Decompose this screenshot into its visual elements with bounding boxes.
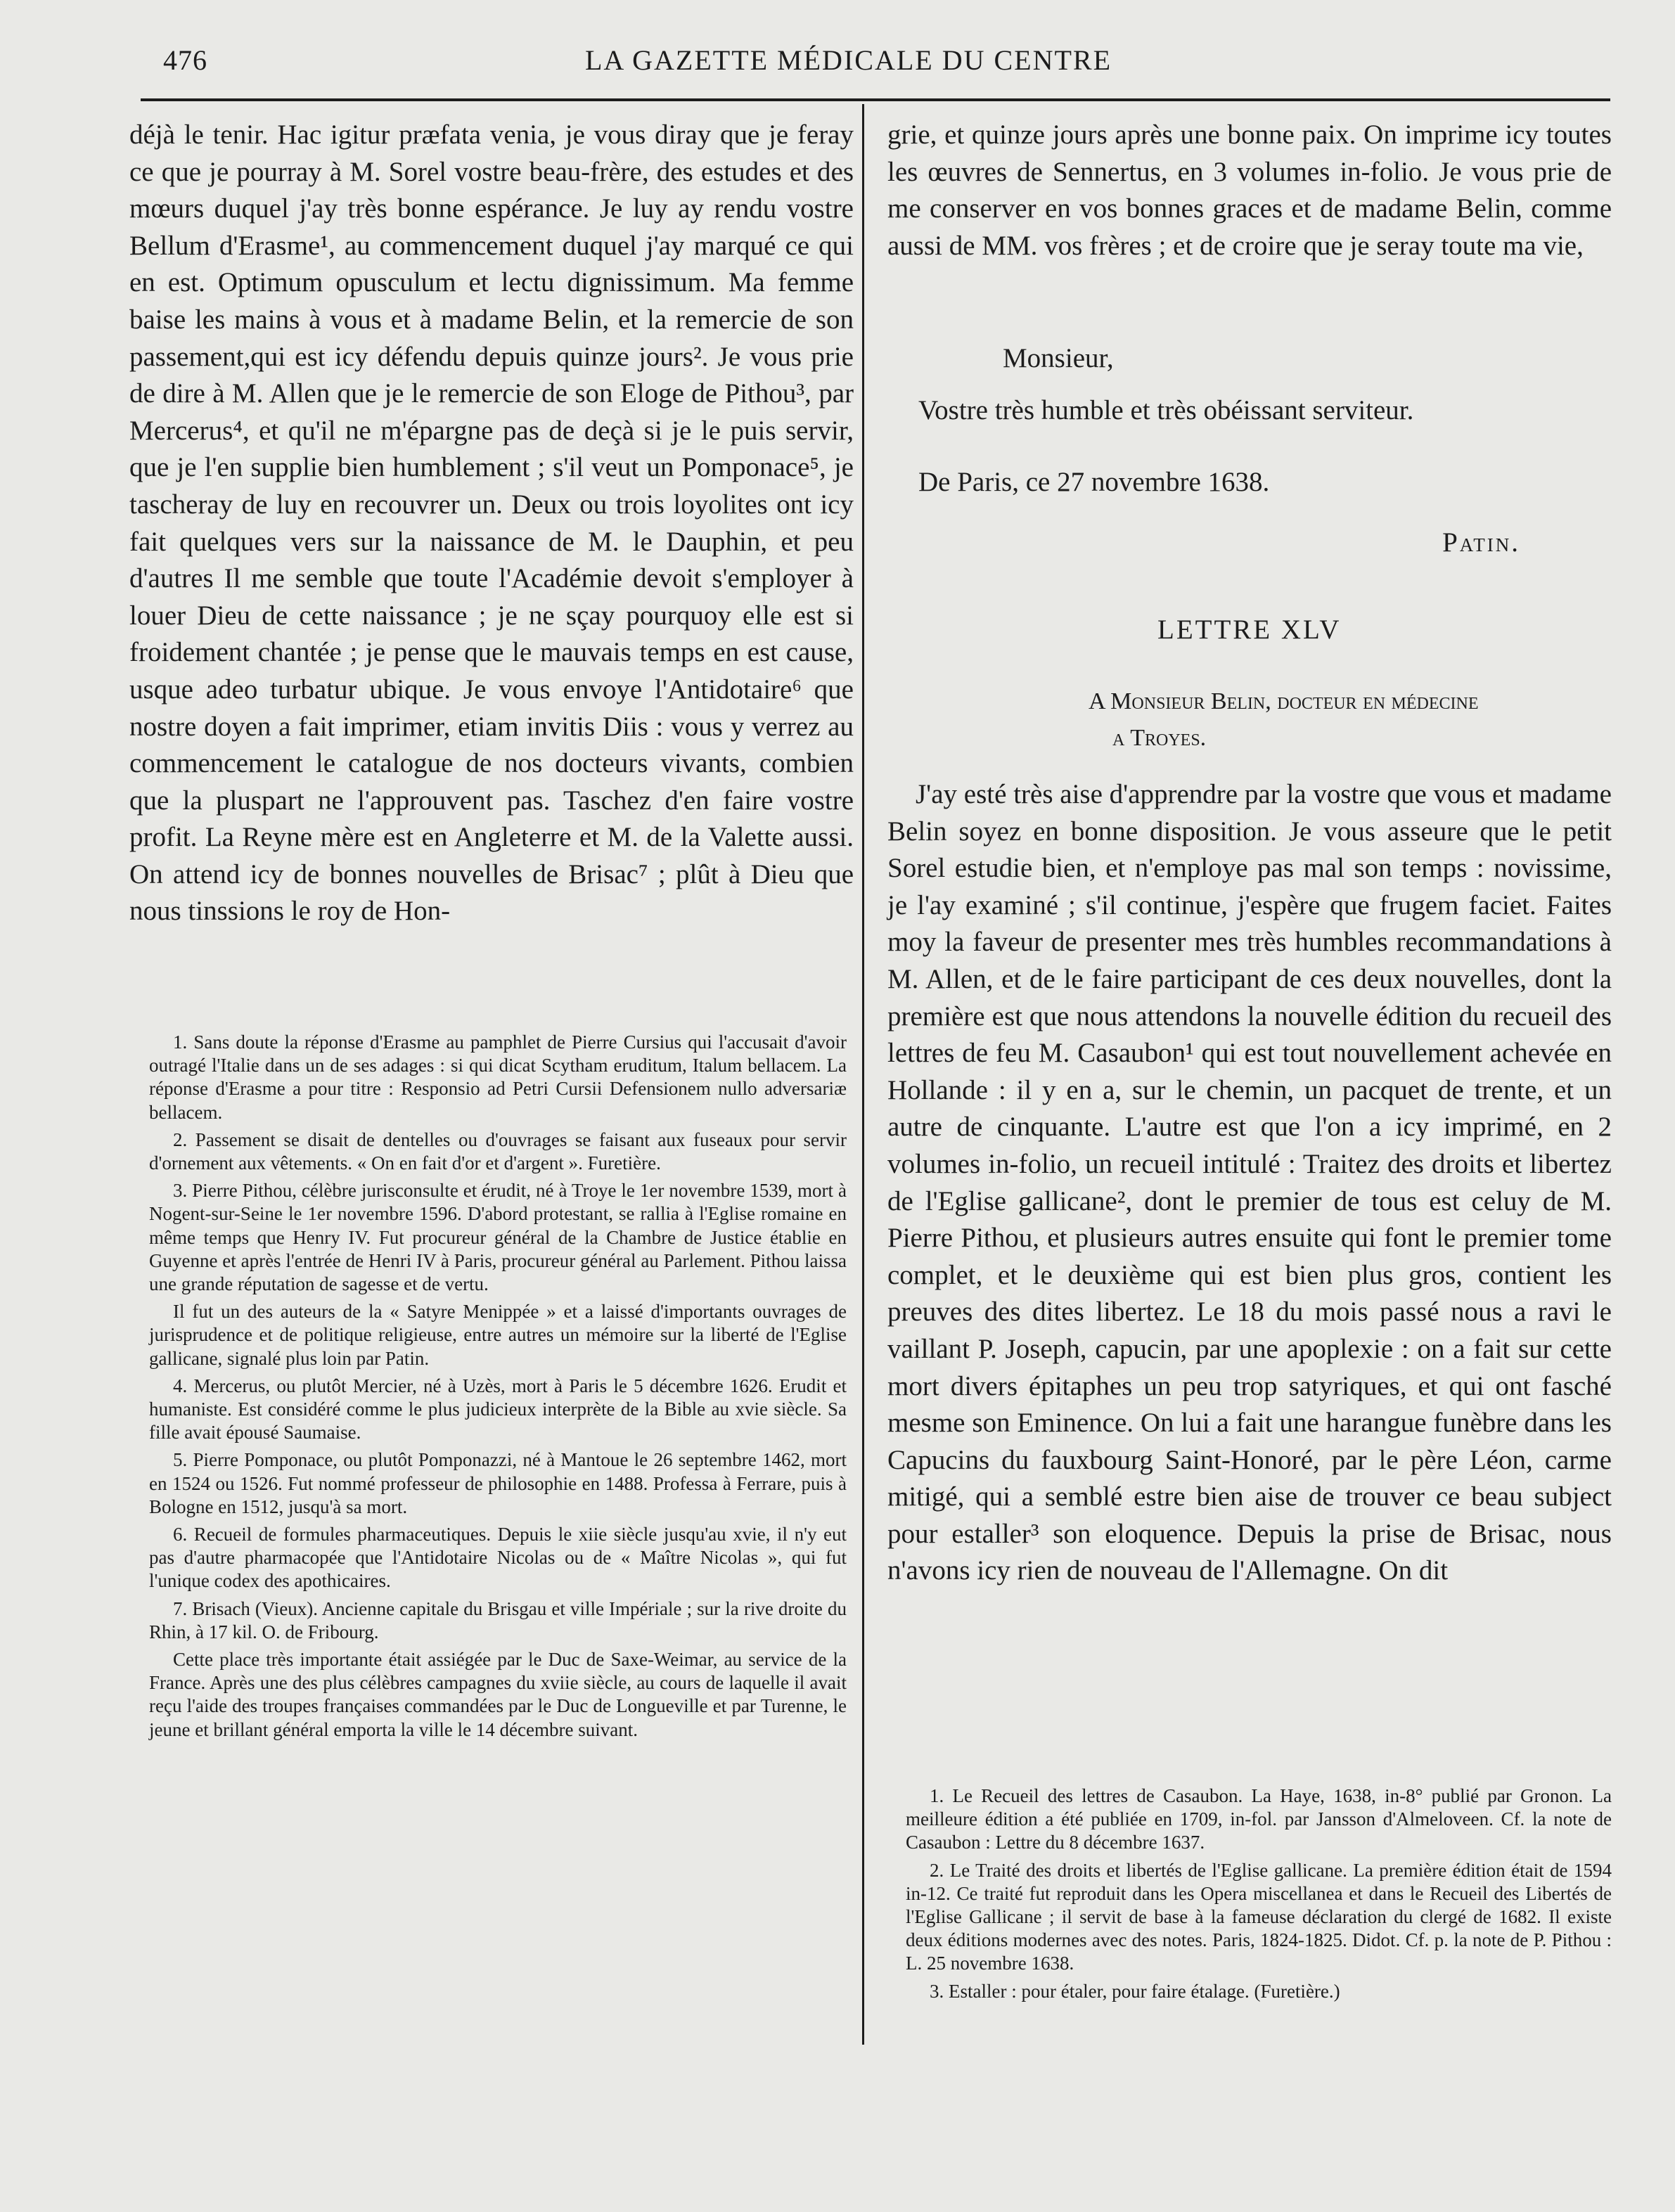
footnote: 5. Pierre Pomponace, ou plutôt Pomponazzi, né à Mantoue le 26 septembre 1462, mort en 1524 ou 1526. Fut nommé professeur de philosophie en 1488. Professa à Ferrare, puis à Bologne en 1512, jusqu'à sa mort. [149, 1449, 847, 1517]
footnote: 2. Passement se disait de dentelles ou d'ouvrages se faisant aux fuseaux pour servir d'ornement aux vêtements. « On en fait d'or et d'argent ». Furetière. [149, 1128, 847, 1174]
header-rule [141, 98, 1610, 101]
letter-title: LETTRE XLV [1157, 615, 1342, 645]
addressee-line2: a Troyes. [1112, 725, 1207, 751]
right-footnotes [906, 1785, 1612, 2007]
addressee-line1: A Monsieur Belin, docteur en médecine [1089, 688, 1479, 714]
right-column [887, 117, 1612, 2002]
footnote: Il fut un des auteurs de la « Satyre Menippée » et a laissé d'importants ouvrages de jurisprudence et de politique religieuse, entre autres un mémoire sur la liberté de l'Eglise gallicane, signalé plus loin par Patin. [149, 1301, 847, 1369]
footnote: 3. Pierre Pithou, célèbre jurisconsulte et érudit, né à Troye le 1er novembre 1539, mort à Nogent-sur-Seine le 1er novembre 1596. D'abord protestant, se rallia à l'Eglise romaine en même temps que Henry IV. Fut procureur général de la Chambre de Justice établie en Guyenne et après l'entrée de Henri IV à Paris, procureur général au Parlement. Pithou laissa une grande réputation de sagesse et de vertu. [149, 1180, 847, 1295]
left-footnotes [149, 1031, 847, 1746]
dateline: De Paris, ce 27 novembre 1638. [918, 467, 1270, 497]
footnote: 6. Recueil de formules pharmaceutiques. Depuis le xiie siècle jusqu'au xvie, il n'y eut pas d'autre pharmacopée que l'Antidotaire Nicolas ou de « Maître Nicolas », qui fut l'unique codex des apothicaires. [149, 1524, 847, 1592]
salutation: Monsieur, [1003, 343, 1114, 373]
running-header [163, 44, 1605, 86]
journal-title: LA GAZETTE MÉDICALE DU CENTRE [585, 44, 1112, 76]
footnote: 1. Sans doute la réponse d'Erasme au pamphlet de Pierre Cursius qui l'accusait d'avoir outragé l'Italie dans un de ses adages : si qui dicat Scytham eruditum, Italum bellacem. La réponse d'Erasme a pour titre : Responsio ad Petri Cursii Defensionem nullo adversariæ bellacem. [149, 1031, 847, 1123]
footnote: 1. Le Recueil des lettres de Casaubon. La Haye, 1638, in-8° publié par Gronon. La meilleure édition a été publiée en 1709, in-fol. par Jansson d'Almeloveen. Cf. la note de Casaubon : Lettre du 8 décembre 1637. [906, 1785, 1612, 1853]
letter-xlv-body: J'ay esté très aise d'apprendre par la vostre que vous et madame Belin soyez en bonne disposition. Je vous asseure que le petit Sorel estudie bien, et n'employe pas mal son temps : novissime, je l'ay examiné ; s'il continue, j'espère que frugem faciet. Faites moy la faveur de presenter mes très humbles recommandations à M. Allen, et de le faire participant de ces deux nouvelles, dont la première est que nous attendons la nouvelle édition du recueil des lettres de feu M. Casaubon¹ qui est tout nouvellement achevée en Hollande : il y en a, sur le chemin, un pacquet de trente, et un autre de cinquante. L'autre est que l'on a icy imprimé, en 2 volumes in-folio, un recueil intitulé : Traitez des droits et libertez de l'Eglise gallicane², dont le premier de tous est celuy de M. Pierre Pithou, et plusieurs autres ensuite qui font le premier tome complet, et le deuxième qui est bien plus gros, contient les preuves des dites libertez. Le 18 du mois passé nous a ravi le vaillant P. Joseph, capucin, par une apoplexie : on a fait sur cette mort divers épitaphes un peu trop satyriques, et qui ont fasché mesme son Eminence. On lui a fait une harangue funèbre dans les Capucins du fauxbourg Saint-Honoré, par le père Léon, carme mitigé, qui a semblé estre bien aise de trouver ce beau subject pour estaller³ son eloquence. Depuis la prise de Brisac, nous n'avons icy rien de nouveau de l'Allemagne. On dit [887, 779, 1612, 1586]
letter-body-continued: déjà le tenir. Hac igitur præfata venia, je vous diray que je feray ce que je pourray à M. Sorel vostre beau-frère, des estudes et des mœurs duquel j'ay très bonne espérance. Je luy ay rendu vostre Bellum d'Erasme¹, au commencement duquel j'ay marqué ce qui en est. Optimum opusculum et lectu dignissimum. Ma femme baise les mains à vous et à madame Belin, et la remercie de son passement,qui est icy défendu depuis quinze jours². Je vous prie de dire à M. Allen que je le remercie de son Eloge de Pithou³, par Mercerus⁴, et qu'il ne m'épargne pas de deçà si je le puis servir, que je l'en supplie bien humblement ; s'il veut un Pomponace⁵, je tascheray de luy en recouvrer un. Deux ou trois loyolites ont icy fait quelques vers sur la naissance de M. le Dauphin, et peu d'autres Il me semble que toute l'Académie devoit s'employer à louer Dieu de cette naissance ; je ne sçay pourquoy elle est si froidement chantée ; je pense que le mauvais temps en est cause, usque adeo turbatur ubique. Je vous envoye l'Antidotaire⁶ que nostre doyen a fait imprimer, etiam invitis Diis : vous y verrez au commencement le catalogue de nos docteurs vivants, combien que la pluspart ne l'approuvent pas. Taschez d'en faire vostre profit. La Reyne mère est en Angleterre et M. de la Valette aussi. On attend icy de bonnes nouvelles de Brisac⁷ ; plût à Dieu que nous tinssions le roy de Hon- [129, 120, 854, 927]
closing: Vostre très humble et très obéissant serviteur. [918, 395, 1414, 425]
footnote: 4. Mercerus, ou plutôt Mercier, né à Uzès, mort à Paris le 5 décembre 1626. Erudit et humaniste. Est considéré comme le plus judicieux interprète de la Bible au xvie siècle. Sa fille avait épousé Saumaise. [149, 1375, 847, 1443]
column-divider [862, 104, 864, 2045]
page-number: 476 [163, 44, 207, 76]
footnote: Cette place très importante était assiégée par le Duc de Saxe-Weimar, au service de la France. Après une des plus célèbres campagnes du xviie siècle, au cours de laquelle il avait reçu l'aide des troupes françaises commandées par le Duc de Longueville et par Turenne, le jeune et brillant général emporta la ville le 14 décembre suivant. [149, 1649, 847, 1740]
signature: Patin. [1442, 527, 1520, 558]
footnote: 7. Brisach (Vieux). Ancienne capitale du Brisgau et ville Impériale ; sur la rive droite du Rhin, à 17 kil. O. de Fribourg. [149, 1597, 847, 1642]
letter-body-end: grie, et quinze jours après une bonne paix. On imprime icy toutes les œuvres de Sennertus, en 3 volumes in-folio. Je vous prie de me conserver en vos bonnes graces et de madame Belin, comme aussi de MM. vos frères ; et de croire que je seray toute ma vie, [887, 120, 1612, 261]
left-column [129, 117, 854, 1740]
footnote: 2. Le Traité des droits et libertés de l'Eglise gallicane. La première édition était de 1594 in-12. Ce traité fut reproduit dans les Opera miscellanea et dans le Recueil des Libertés de l'Eglise Gallicane ; il servit de base à la fameuse déclaration du clergé de 1682. Il existe deux éditions modernes avec des notes. Paris, 1824-1825. Didot. Cf. p. la note de P. Pithou : L. 25 novembre 1638. [906, 1859, 1612, 1974]
footnote: 3. Estaller : pour étaler, pour faire étalage. (Furetière.) [930, 1980, 1340, 2002]
